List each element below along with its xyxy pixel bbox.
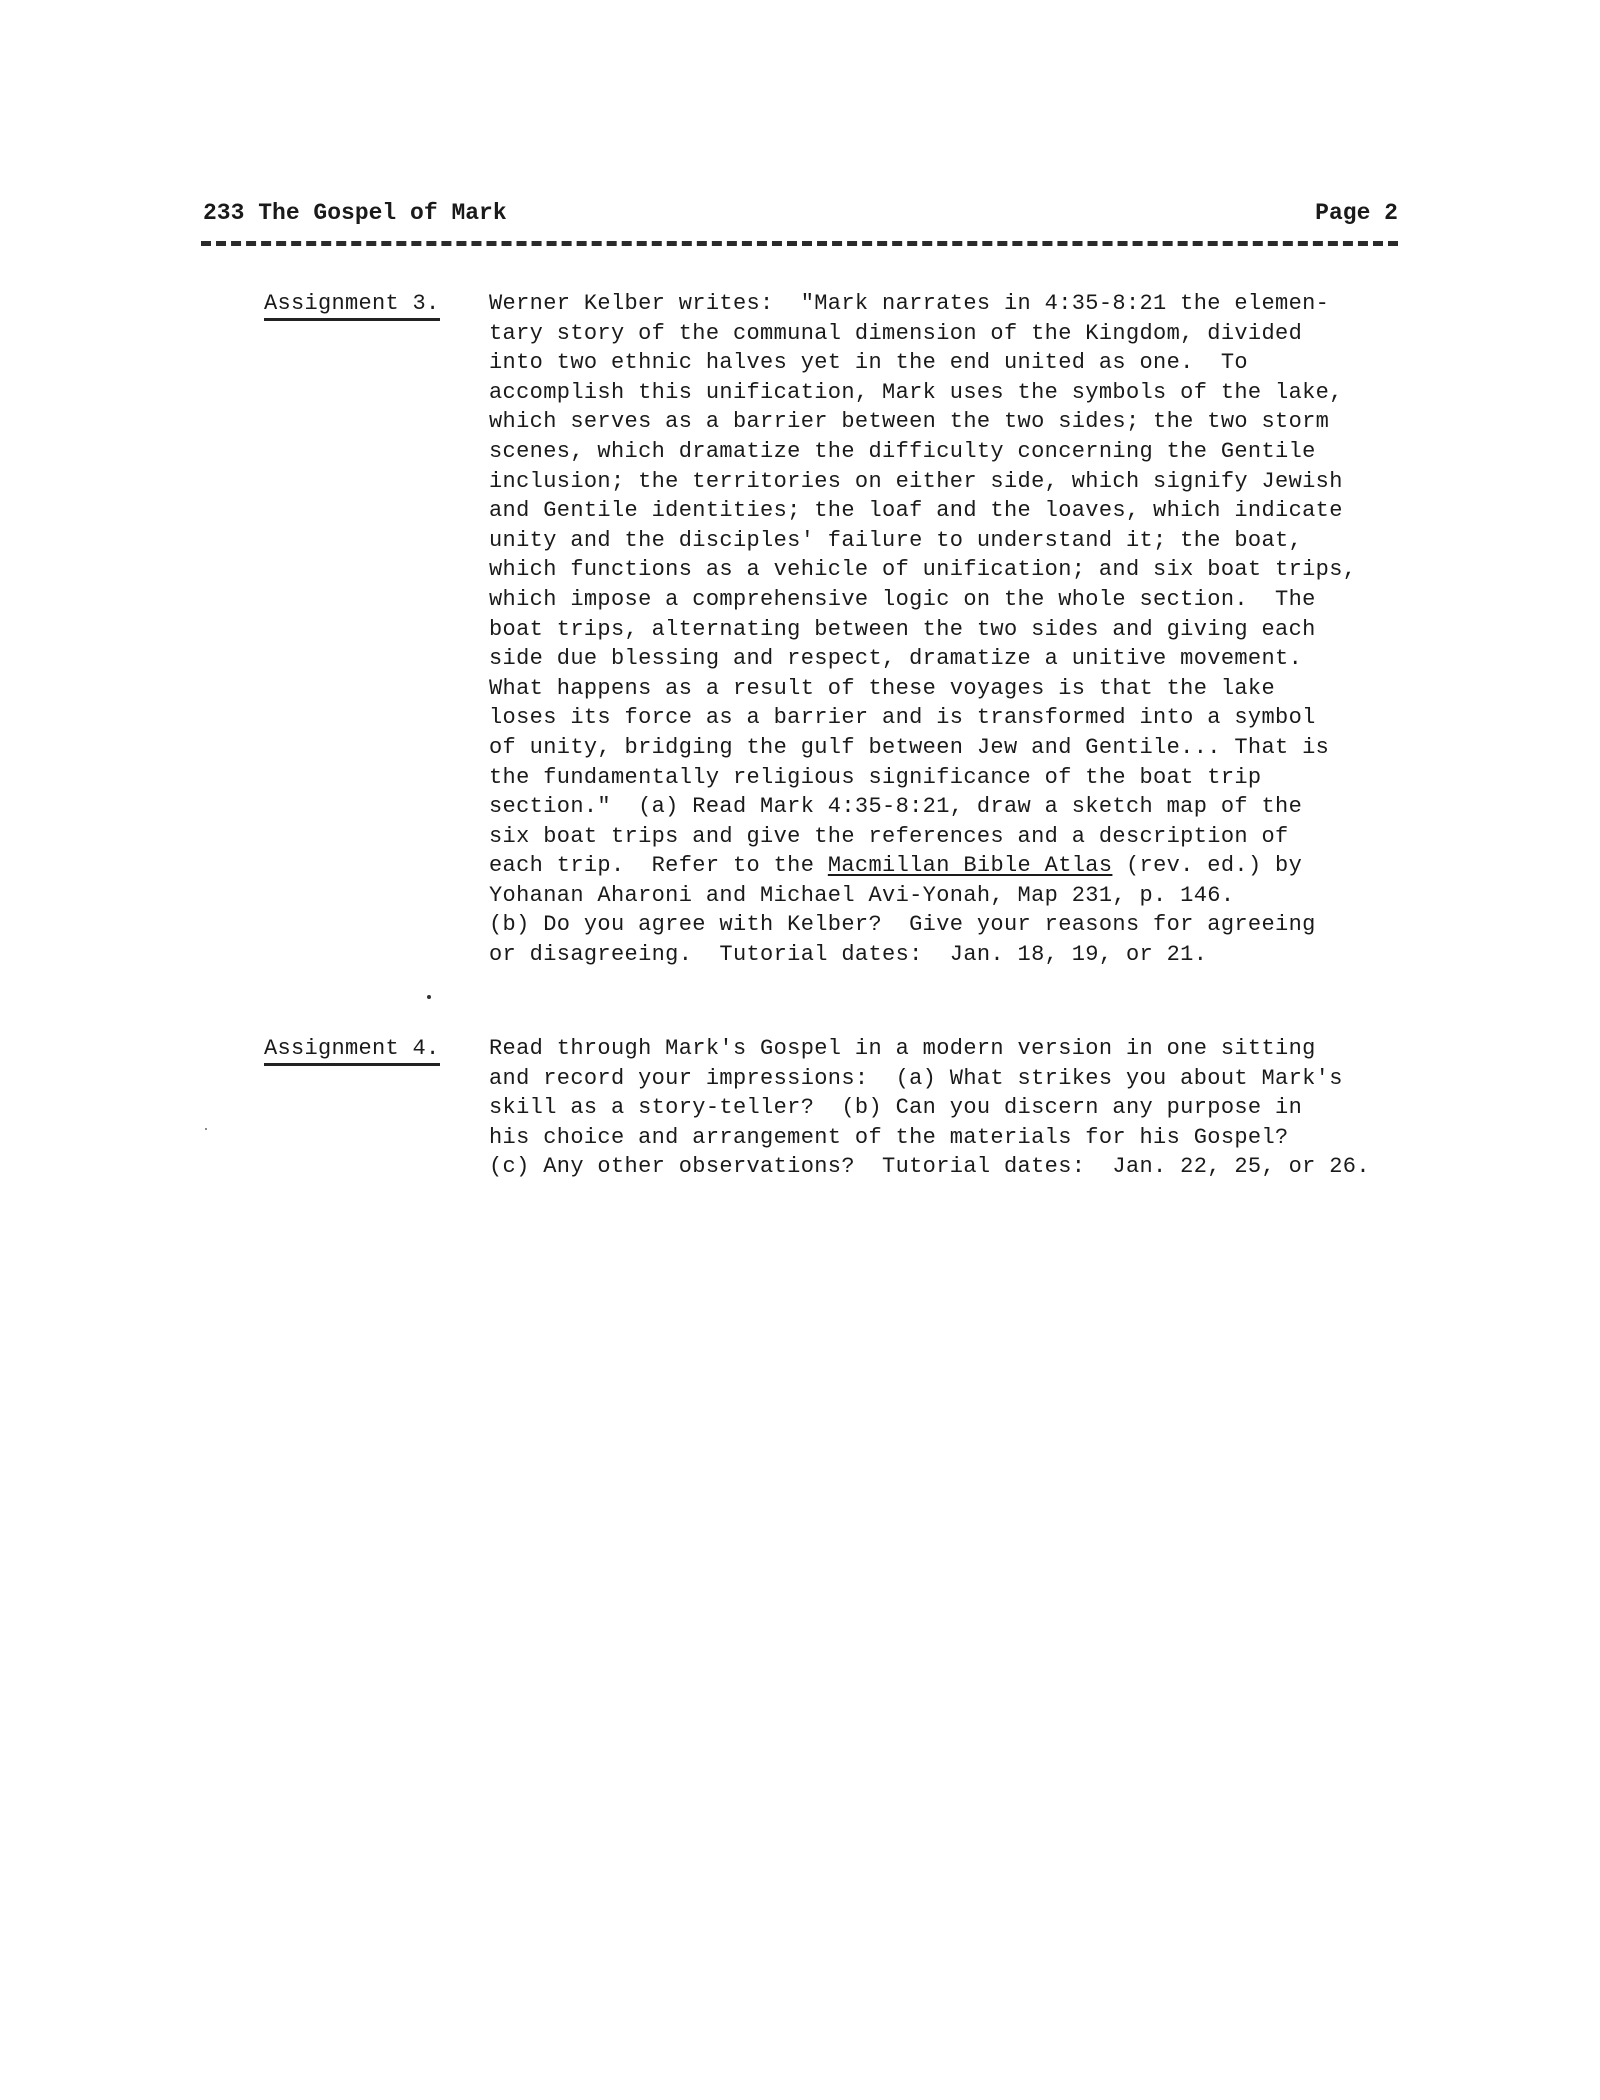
text-line: his choice and arrangement of the materials for his Gospel? (489, 1124, 1289, 1150)
assignment-body (489, 1034, 1449, 1182)
text-line: which functions as a vehicle of unification; and six boat trips, (489, 557, 1357, 583)
text-line: and record your impressions: (a) What strikes you about Mark's (489, 1065, 1343, 1091)
text-line: (b) Do you agree with Kelber? Give your reasons for agreeing (489, 912, 1316, 938)
stray-mark (427, 995, 431, 999)
page-number: Page 2 (1315, 200, 1398, 226)
assignment-label: Assignment 3. (264, 289, 440, 321)
text-line: Werner Kelber writes: "Mark narrates in 4:35-8:21 the elemen- (489, 291, 1330, 316)
text-line: and Gentile identities; the loaf and the loaves, which indicate (489, 498, 1343, 524)
header-rule (201, 241, 1398, 246)
text-line: What happens as a result of these voyages is that the lake (489, 675, 1276, 701)
text-line: side due blessing and respect, dramatize a unitive movement. (489, 646, 1303, 672)
text-line: of unity, bridging the gulf between Jew and Gentile... That is (489, 734, 1330, 760)
text-line: inclusion; the territories on either side, which signify Jewish (489, 468, 1343, 494)
text-line: (c) Any other observations? Tutorial dates: Jan. 22, 25, or 26. (489, 1154, 1370, 1180)
text-line: which impose a comprehensive logic on the whole section. The (489, 586, 1316, 612)
text-line: scenes, which dramatize the difficulty concerning the Gentile (489, 438, 1316, 464)
atlas-title: Macmillan Bible Atlas (827, 853, 1113, 879)
assignment-body (489, 289, 1449, 970)
text-line: unity and the disciples' failure to understand it; the boat, (489, 527, 1303, 553)
text-line: six boat trips and give the references and a description of (489, 823, 1289, 849)
text-line: accomplish this unification, Mark uses the symbols of the lake, (489, 379, 1343, 405)
text-line: or disagreeing. Tutorial dates: Jan. 18, 19, or 21. (489, 942, 1208, 968)
page-header (203, 196, 1398, 230)
text-line: skill as a story-teller? (b) Can you discern any purpose in (489, 1095, 1303, 1121)
text-line: boat trips, alternating between the two sides and giving each (489, 616, 1316, 642)
text-line: the fundamentally religious significance of the boat trip (489, 764, 1262, 790)
assignment-label: Assignment 4. (264, 1034, 440, 1066)
stray-mark (205, 1128, 207, 1130)
text-line: which serves as a barrier between the two sides; the two storm (489, 409, 1330, 435)
text-line: Yohanan Aharoni and Michael Avi-Yonah, Map 231, p. 146. (489, 882, 1235, 908)
atlas-line-after: (rev. ed.) by (1112, 853, 1303, 879)
text-line: tary story of the communal dimension of the Kingdom, divided (489, 320, 1303, 346)
text-line-atlas (489, 851, 1449, 881)
atlas-line-before: each trip. Refer to the (489, 853, 828, 879)
course-title: 233 The Gospel of Mark (203, 200, 507, 226)
text-line: section." (a) Read Mark 4:35-8:21, draw a sketch map of the (489, 794, 1303, 820)
text-line: Read through Mark's Gospel in a modern version in one sitting (489, 1036, 1316, 1061)
text-line: into two ethnic halves yet in the end united as one. To (489, 350, 1248, 376)
text-line: loses its force as a barrier and is transformed into a symbol (489, 705, 1316, 731)
